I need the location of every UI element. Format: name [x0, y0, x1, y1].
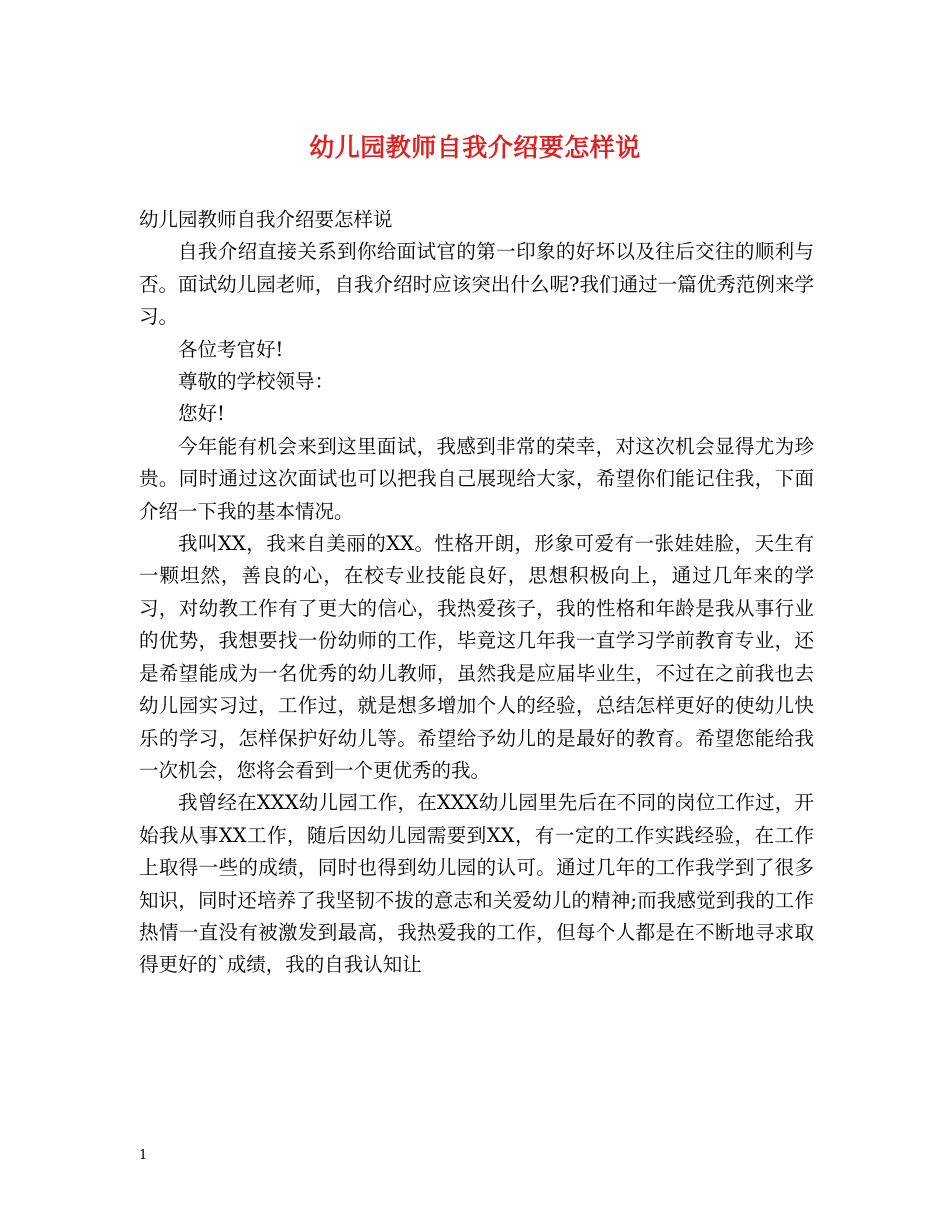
body-paragraph: 各位考官好!	[178, 337, 284, 361]
page-number: 1	[139, 1148, 148, 1163]
body-paragraph: 今年能有机会来到这里面试，我感到非常的荣幸，对这次机会显得尤为珍贵。同时通过这次面试也可以把我自己展现给大家，希望你们能记住我，下面介绍一下我的基本情况。	[139, 434, 814, 523]
body-paragraph: 您好!	[178, 402, 225, 426]
body-paragraph: 我叫XX，我来自美丽的XX。性格开朗，形象可爱有一张娃娃脸，天生有一颗坦然，善良的心，在校专业技能良好，思想积极向上，通过几年来的学习，对幼教工作有了更大的信心，我热爱孩子，我的性格和年龄是我从事行业的优势，我想要找一份幼师的工作，毕竟这几年我一直学习学前教育专业，还是希望能成为一名优秀的幼儿教师，虽然我是应届毕业生，不过在之前我也去幼儿园实习过，工作过，就是想多增加个人的经验，总结怎样更好的使幼儿快乐的学习，怎样保护好幼儿等。希望给予幼儿的是最好的教育。希望您能给我一次机会，您将会看到一个更优秀的我。	[139, 532, 814, 782]
body-paragraph: 自我介绍直接关系到你给面试官的第一印象的好坏以及往后交往的顺利与否。面试幼儿园老师，自我介绍时应该突出什么呢?我们通过一篇优秀范例来学习。	[139, 240, 814, 329]
document-title: 幼儿园教师自我介绍要怎样说	[309, 133, 641, 162]
document-body	[139, 204, 814, 982]
body-paragraph: 我曾经在XXX幼儿园工作，在XXX幼儿园里先后在不同的岗位工作过，开始我从事XX工作，随后因幼儿园需要到XX，有一定的工作实践经验，在工作上取得一些的成绩，同时也得到幼儿园的认可。通过几年的工作我学到了很多知识，同时还培养了我坚韧不拔的意志和关爱幼儿的精神;而我感觉到我的工作热情一直没有被激发到最高，我热爱我的工作，但每个人都是在不断地寻求取得更好的`成绩，我的自我认知让	[139, 791, 814, 977]
body-paragraph: 尊敬的学校领导：	[178, 370, 335, 394]
body-paragraph: 幼儿园教师自我介绍要怎样说	[139, 208, 393, 231]
